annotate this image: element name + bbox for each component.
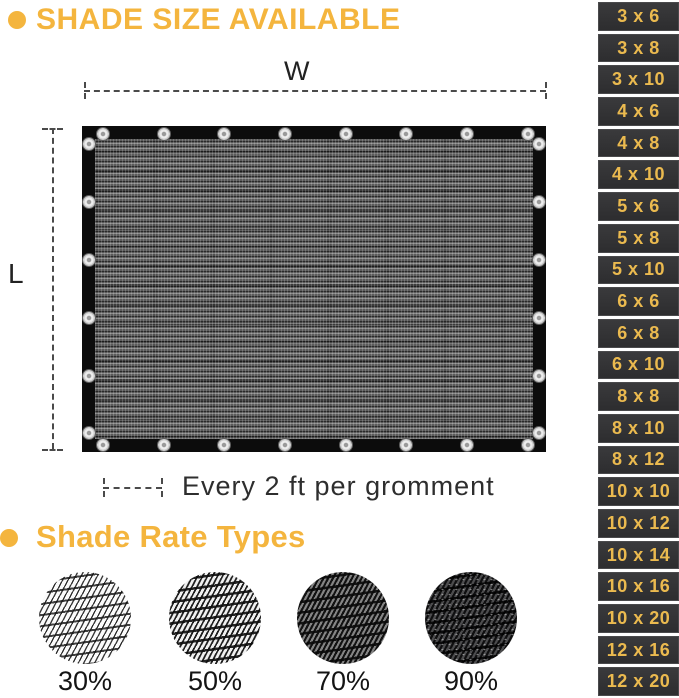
size-chip: 3 x 6 (598, 2, 679, 31)
shade-mesh-diagram (82, 126, 546, 452)
grommet-spacing-tick-right (161, 478, 163, 497)
shade-rate-label: 70% (315, 666, 371, 696)
grommet-icon (96, 438, 110, 452)
grommet-icon (532, 137, 546, 151)
size-chip: 10 x 12 (598, 509, 679, 538)
grommet-icon (532, 311, 546, 325)
grommet-icon (157, 127, 171, 141)
grommet-icon (339, 127, 353, 141)
size-chip: 6 x 8 (598, 319, 679, 348)
grommet-icon (96, 127, 110, 141)
length-dimension-line (52, 128, 54, 449)
grommet-icon (339, 438, 353, 452)
width-dimension-line (84, 90, 546, 92)
shade-swatch-70 (297, 572, 389, 664)
grommet-icon (532, 253, 546, 267)
grommet-note: Every 2 ft per gromment (182, 471, 495, 501)
grommet-icon (278, 438, 292, 452)
shade-swatch-50 (169, 572, 261, 664)
grommet-icon (82, 253, 96, 267)
shade-rate-heading: Shade Rate Types (36, 519, 306, 554)
size-options-column (598, 0, 679, 698)
width-dimension-tick-right (545, 82, 547, 99)
grommet-icon (399, 438, 413, 452)
grommet-icon (82, 137, 96, 151)
size-chip: 12 x 20 (598, 667, 679, 696)
size-chip: 5 x 6 (598, 192, 679, 221)
shade-swatch-30 (39, 572, 131, 664)
size-chip: 8 x 12 (598, 446, 679, 475)
size-chip: 4 x 8 (598, 129, 679, 158)
bullet-icon (0, 529, 18, 547)
size-chip: 3 x 10 (598, 65, 679, 94)
grommet-icon (532, 426, 546, 440)
shade-rate-label: 30% (57, 666, 113, 696)
size-chip: 12 x 16 (598, 636, 679, 665)
grommet-icon (82, 311, 96, 325)
shade-size-heading: SHADE SIZE AVAILABLE (36, 3, 401, 36)
size-chip: 5 x 8 (598, 224, 679, 253)
size-chip: 10 x 14 (598, 541, 679, 570)
length-dimension-tick-top (42, 128, 63, 130)
shade-rate-label: 50% (187, 666, 243, 696)
grommet-icon (217, 127, 231, 141)
length-dimension-tick-bottom (42, 449, 63, 451)
grommet-spacing-tick-left (103, 478, 105, 497)
width-dimension-label: W (284, 56, 310, 86)
grommet-icon (460, 127, 474, 141)
size-chip: 6 x 6 (598, 287, 679, 316)
mesh-fabric-texture (95, 139, 533, 439)
grommet-icon (157, 438, 171, 452)
grommet-icon (82, 426, 96, 440)
grommet-spacing-bracket (103, 487, 162, 489)
size-chip: 10 x 16 (598, 572, 679, 601)
shade-rate-label: 90% (443, 666, 499, 696)
size-chip: 10 x 10 (598, 477, 679, 506)
length-dimension-label: L (8, 258, 24, 289)
grommet-icon (460, 438, 474, 452)
grommet-icon (82, 369, 96, 383)
size-chip: 4 x 10 (598, 160, 679, 189)
size-chip: 6 x 10 (598, 351, 679, 380)
grommet-icon (82, 195, 96, 209)
width-dimension-tick-left (84, 82, 86, 99)
size-chip: 8 x 8 (598, 382, 679, 411)
size-chip: 5 x 10 (598, 256, 679, 285)
grommet-icon (521, 438, 535, 452)
grommet-icon (532, 195, 546, 209)
shade-swatch-90 (425, 572, 517, 664)
bullet-icon (8, 11, 26, 29)
size-chip: 10 x 20 (598, 604, 679, 633)
size-chip: 8 x 10 (598, 414, 679, 443)
grommet-icon (532, 369, 546, 383)
grommet-icon (217, 438, 231, 452)
size-chip: 3 x 8 (598, 34, 679, 63)
grommet-icon (278, 127, 292, 141)
size-chip: 4 x 6 (598, 97, 679, 126)
grommet-icon (399, 127, 413, 141)
